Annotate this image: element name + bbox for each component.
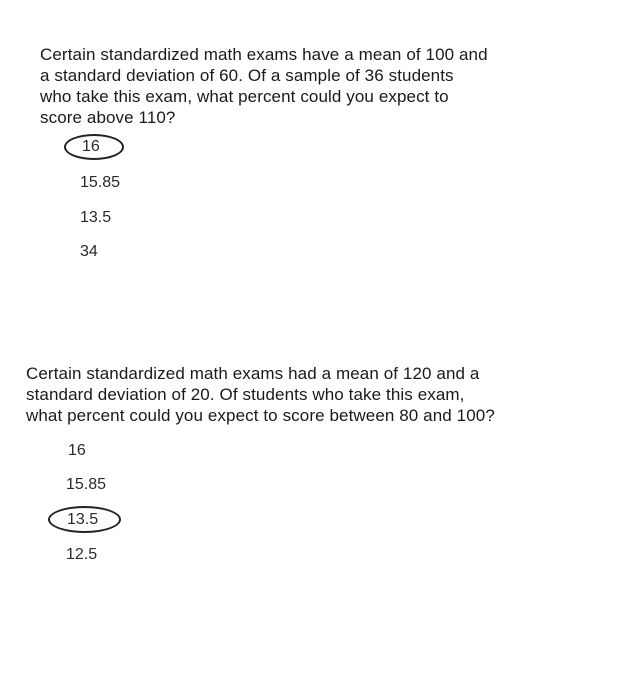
question-2-prompt-line: what percent could you expect to score between 80 and 100? [26,406,495,425]
question-1-choice-b[interactable]: 15.85 [80,174,121,191]
question-1-prompt [40,44,488,128]
question-1-prompt-line: who take this exam, what percent could you expect to [40,87,449,106]
question-2-choice-b[interactable]: 15.85 [66,476,107,493]
question-2-choice-c[interactable]: 13.5 [67,511,99,528]
question-1-prompt-line: score above 110? [40,108,176,127]
question-1-choice-c[interactable]: 13.5 [80,209,112,226]
question-2-prompt-line: Certain standardized math exams had a mean of 120 and a [26,364,480,383]
question-1-choice-d[interactable]: 34 [80,243,98,260]
question-1-choice-a[interactable]: 16 [82,138,100,155]
question-1-prompt-line: a standard deviation of 60. Of a sample of 36 students [40,66,454,85]
question-2-prompt-line: standard deviation of 20. Of students who take this exam, [26,385,465,404]
question-2-prompt [26,363,495,426]
question-1-prompt-line: Certain standardized math exams have a mean of 100 and [40,45,488,64]
question-2-choice-a[interactable]: 16 [68,442,86,459]
question-2-choice-d[interactable]: 12.5 [66,546,98,563]
